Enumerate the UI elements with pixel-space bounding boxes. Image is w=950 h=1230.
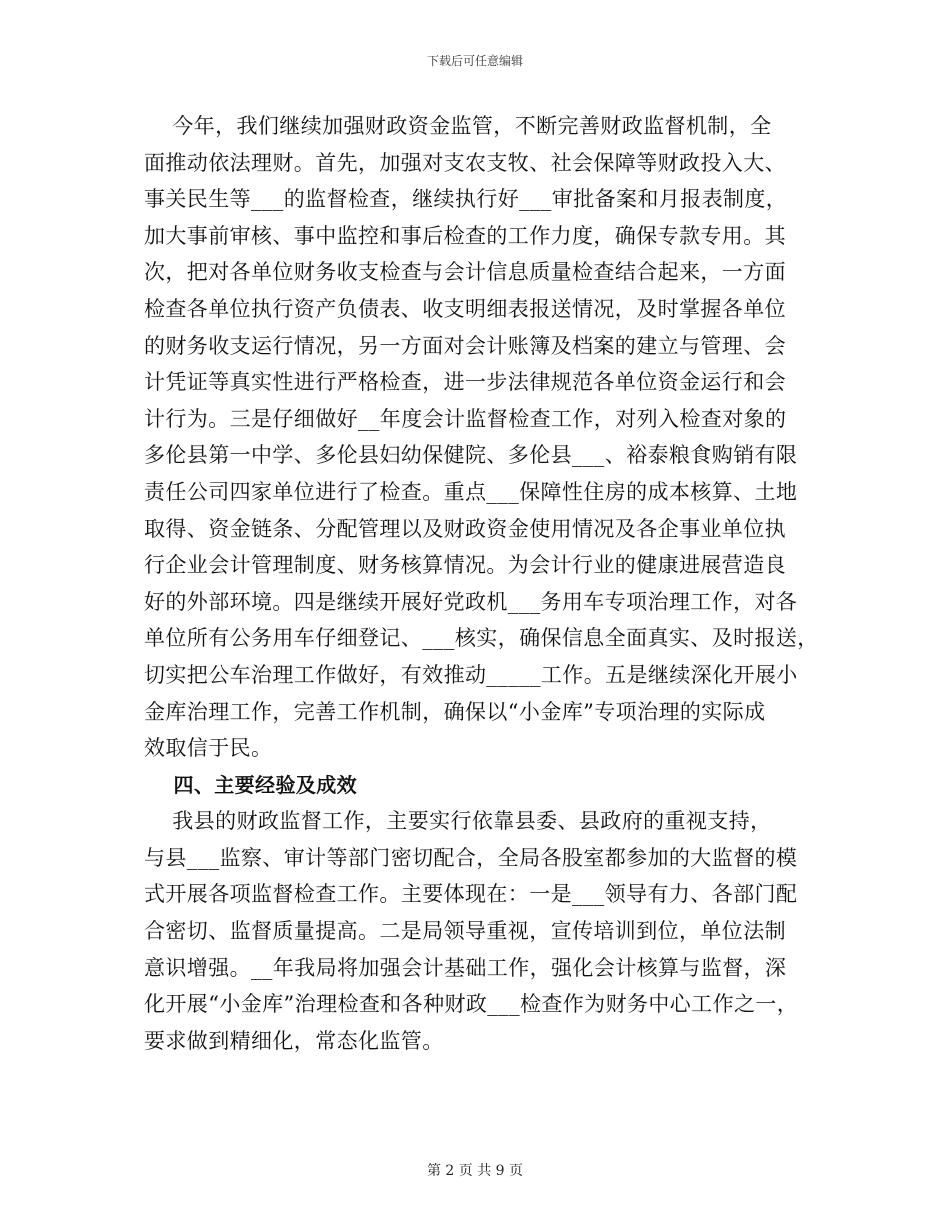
paragraph-line: 效取信于民。	[144, 736, 273, 761]
page-header: 下载后可任意编辑	[426, 54, 523, 68]
paragraph-line: 切实把公车治理工作做好，有效推动_____工作。五是继续深化开展小	[144, 662, 798, 687]
paragraph-line: 今年，我们继续加强财政资金监管，不断完善财政监督机制，全	[144, 114, 772, 138]
paragraph-line: 面推动依法理财。首先，加强对支农支牧、社会保障等财政投入大、	[144, 150, 786, 175]
paragraph-line: 好的外部环境。四是继续开展好党政机___务用车专项治理工作，对各	[144, 589, 798, 614]
paragraph-line: 次，把对各单位财务收支检查与会计信息质量检查结合起来，一方面	[144, 260, 786, 285]
paragraph-line: 式开展各项监督检查工作。主要体现在：一是___领导有力、各部门配	[144, 882, 798, 907]
paragraph-line: 要求做到精细化，常态化监管。	[144, 1028, 444, 1053]
section-heading: 四、主要经验及成效	[144, 772, 358, 797]
paragraph-line: 多伦县第一中学、多伦县妇幼保健院、多伦县___、裕泰粮食购销有限	[144, 443, 798, 468]
paragraph-line: 意识增强。__年我局将加强会计基础工作，强化会计核算与监督，深	[144, 955, 787, 980]
document-body	[144, 108, 824, 1059]
paragraph-line: 单位所有公务用车仔细登记、___核实，确保信息全面真实、及时报送，	[144, 626, 819, 651]
paragraph-line: 我县的财政监督工作，主要实行依靠县委、县政府的重视支持，	[144, 809, 772, 834]
page-number: 第 2 页 共 9 页	[426, 1163, 524, 1179]
paragraph-line: 事关民生等___的监督检查，继续执行好___审批备案和月报表制度，	[144, 187, 788, 212]
paragraph-line: 合密切、监督质量提高。二是局领导重视，宣传培训到位，单位法制	[144, 919, 786, 944]
paragraph-line: 的财务收支运行情况，另一方面对会计账簿及档案的建立与管理、会	[144, 333, 786, 358]
paragraph-line: 计行为。三是仔细做好__年度会计监督检查工作，对列入检查对象的	[144, 406, 787, 431]
paragraph-line: 取得、资金链条、分配管理以及财政资金使用情况及各企事业单位执	[144, 516, 786, 541]
paragraph-line: 化开展“小金库”治理检查和各种财政___检查作为财务中心工作之一，	[144, 992, 799, 1017]
paragraph-line: 计凭证等真实性进行严格检查，进一步法律规范各单位资金运行和会	[144, 370, 786, 395]
paragraph-line: 金库治理工作，完善工作机制，确保以“小金库”专项治理的实际成	[144, 699, 766, 724]
paragraph-line: 加大事前审核、事中监控和事后检查的工作力度，确保专款专用。其	[144, 223, 786, 248]
paragraph-line: 与县___监察、审计等部门密切配合，全局各股室都参加的大监督的模	[144, 845, 798, 870]
paragraph-line: 检查各单位执行资产负债表、收支明细表报送情况，及时掌握各单位	[144, 296, 786, 321]
paragraph-line: 行企业会计管理制度、财务核算情况。为会计行业的健康进展营造良	[144, 553, 786, 578]
paragraph-line: 责任公司四家单位进行了检查。重点___保障性住房的成本核算、土地	[144, 479, 798, 504]
